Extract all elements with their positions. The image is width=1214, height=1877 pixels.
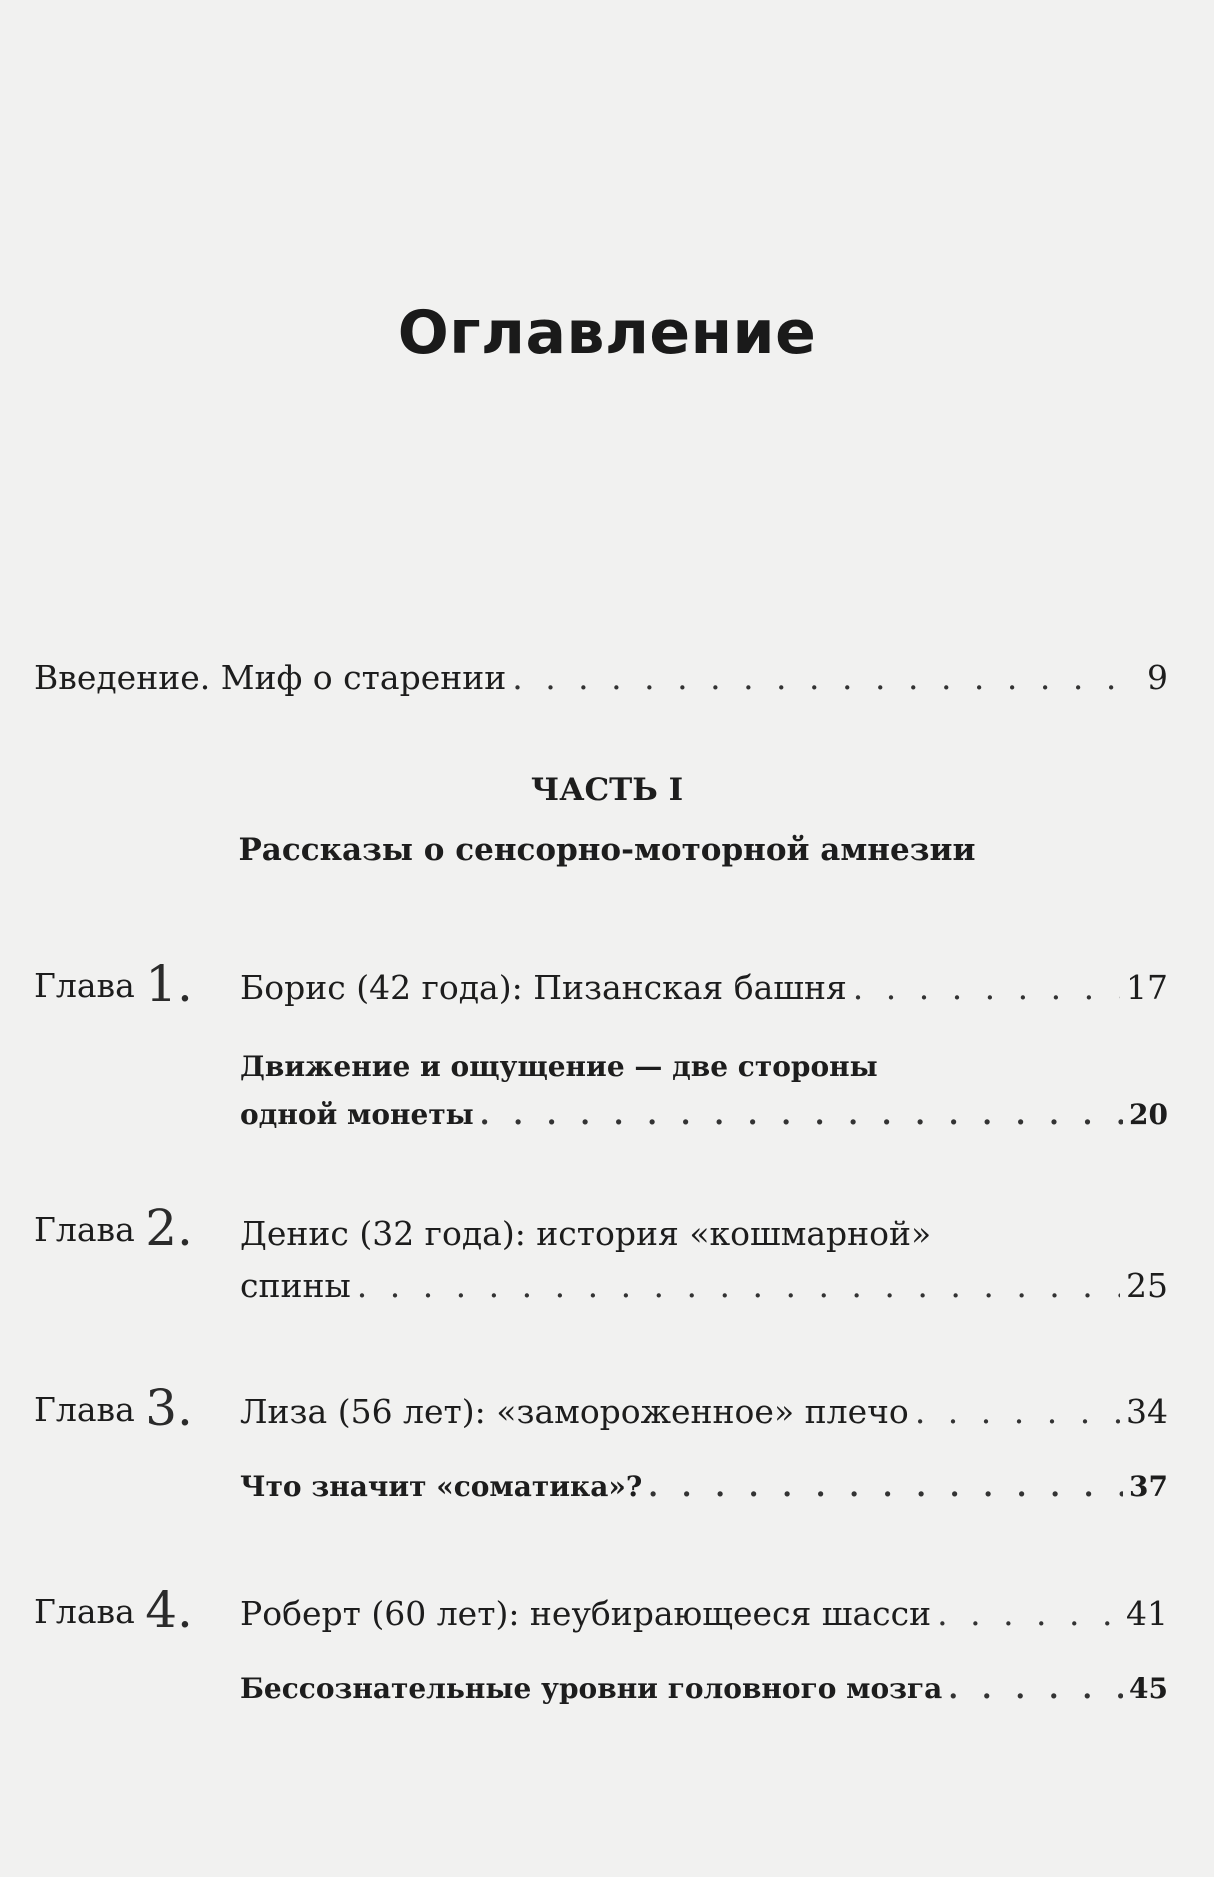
chapter-word: Глава: [34, 1390, 135, 1429]
toc-entry-chapter-1[interactable]: [240, 962, 1168, 1014]
chapter-number: 4.: [145, 1581, 193, 1639]
chapter-number: 3.: [145, 1379, 193, 1437]
chapter-title: спины: [240, 1266, 351, 1305]
chapter-title: Денис (32 года): история «кошмарной»: [240, 1214, 932, 1253]
toc-entry-chapter-2[interactable]: [240, 1208, 1168, 1312]
chapter-2-heading: [34, 1199, 193, 1257]
subsection-title: Бессознательные уровни головного мозга: [240, 1672, 943, 1705]
toc-entry-label: Введение. Миф о старении: [34, 658, 507, 697]
toc-subentry-1-1[interactable]: [240, 1046, 1168, 1136]
toc-page-number: 9: [1147, 658, 1168, 697]
chapter-title-line: [240, 962, 1168, 1014]
toc-page-number: 25: [1126, 1266, 1168, 1305]
dot-leader: [648, 1466, 1123, 1508]
chapter-1-heading: [34, 955, 193, 1013]
toc-page-number: 20: [1129, 1098, 1168, 1131]
chapter-3-heading: [34, 1379, 193, 1437]
dot-leader: [853, 962, 1120, 1014]
chapter-title-line: [240, 1208, 1168, 1260]
toc-entry-chapter-3[interactable]: [240, 1386, 1168, 1438]
dot-leader: [357, 1260, 1120, 1312]
toc-entry-chapter-4[interactable]: [240, 1588, 1168, 1640]
toc-entry-intro[interactable]: [34, 658, 1168, 698]
chapter-word: Глава: [34, 966, 135, 1005]
subsection-title: Движение и ощущение — две стороны: [240, 1050, 878, 1083]
chapter-title: Лиза (56 лет): «замороженное» плечо: [240, 1392, 909, 1431]
chapter-title: Борис (42 года): Пизанская башня: [240, 968, 847, 1007]
dot-leader: [512, 658, 1141, 698]
dot-leader: [948, 1668, 1123, 1710]
toc-page-number: 41: [1126, 1594, 1168, 1633]
chapter-title-line: [240, 1386, 1168, 1438]
chapter-number: 2.: [145, 1199, 193, 1257]
dot-leader: [915, 1386, 1120, 1438]
chapter-word: Глава: [34, 1592, 135, 1631]
chapter-number: 1.: [145, 955, 193, 1013]
subsection-title: одной монеты: [240, 1098, 474, 1131]
chapter-title-line: [240, 1260, 1168, 1312]
dot-leader: [480, 1094, 1123, 1136]
toc-subentry-4-1[interactable]: [240, 1668, 1168, 1710]
subsection-title-line: [240, 1668, 1168, 1710]
toc-page-number: 17: [1126, 968, 1168, 1007]
subsection-title-line: [240, 1094, 1168, 1136]
toc-subentry-3-1[interactable]: [240, 1466, 1168, 1508]
page-title: Оглавление: [397, 298, 817, 368]
chapter-word: Глава: [34, 1210, 135, 1249]
part-title: ЧАСТЬ I: [530, 772, 684, 808]
subsection-title-line: [240, 1046, 1168, 1088]
part-subtitle: Рассказы о сенсорно-моторной амнезии: [238, 832, 976, 868]
subsection-title-line: [240, 1466, 1168, 1508]
toc-page-number: 34: [1126, 1392, 1168, 1431]
subsection-title: Что значит «соматика»?: [240, 1470, 643, 1503]
dot-leader: [937, 1588, 1120, 1640]
toc-page-number: 37: [1129, 1470, 1168, 1503]
toc-page-number: 45: [1129, 1672, 1168, 1705]
chapter-4-heading: [34, 1581, 193, 1639]
chapter-title-line: [240, 1588, 1168, 1640]
chapter-title: Роберт (60 лет): неубирающееся шасси: [240, 1594, 932, 1633]
